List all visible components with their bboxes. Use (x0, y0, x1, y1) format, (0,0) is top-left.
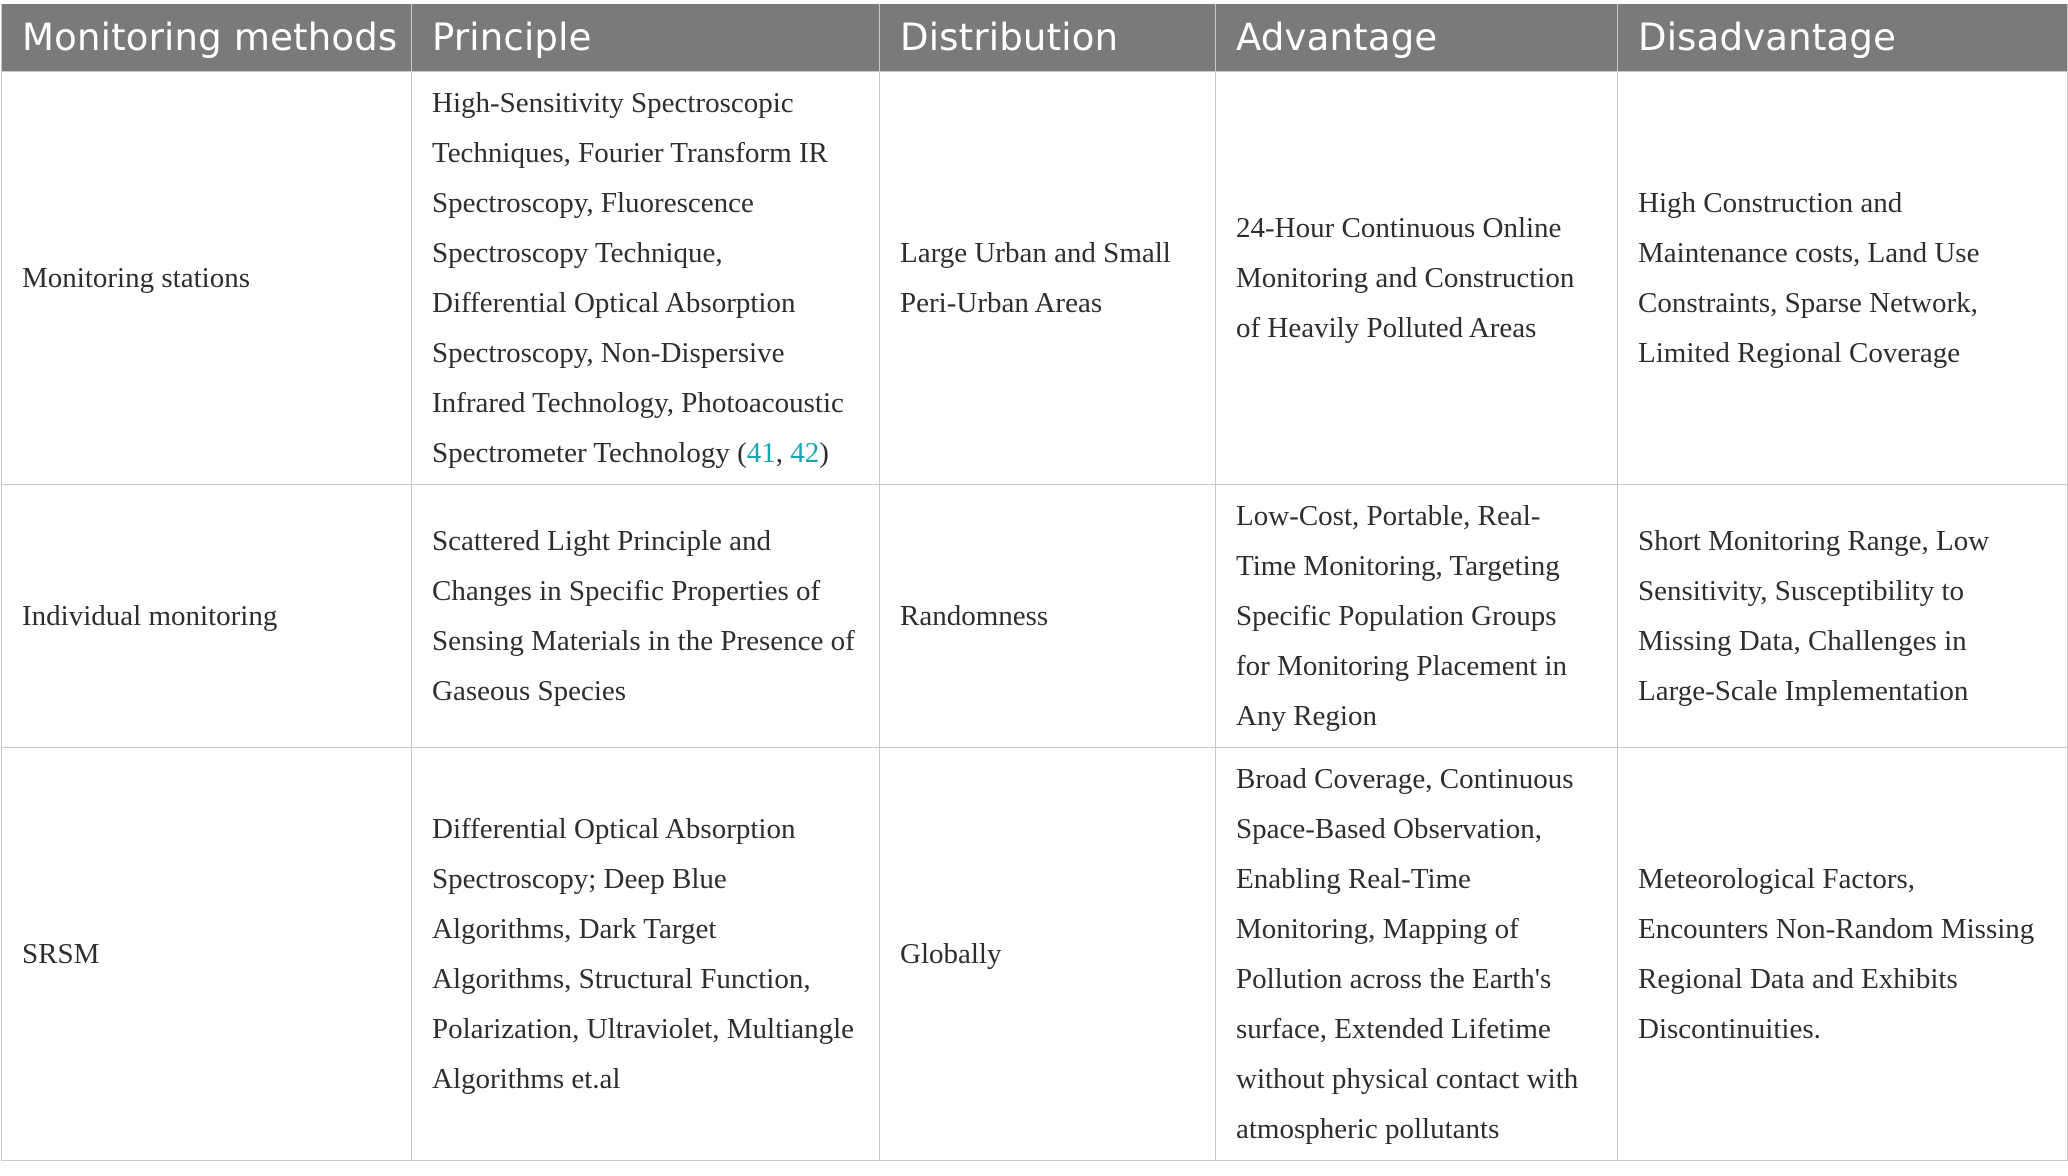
comparison-table (1, 4, 2068, 1161)
method-cell: Monitoring stations (2, 72, 412, 485)
principle-cell (412, 72, 880, 485)
table-row (2, 748, 2068, 1161)
distribution-cell: Globally (880, 748, 1216, 1161)
table-row (2, 485, 2068, 748)
principle-cell: Scattered Light Principle and Changes in Specific Properties of Sensing Materials in the Presence of Gaseous Species (412, 485, 880, 748)
disadvantage-cell: High Construction and Maintenance costs, Land Use Constraints, Sparse Network, Limited Regional Coverage (1618, 72, 2068, 485)
header-principle: Principle (412, 4, 880, 72)
table-row (2, 72, 2068, 485)
distribution-cell: Randomness (880, 485, 1216, 748)
table-header-row (2, 4, 2068, 72)
ref-separator: , (775, 437, 791, 469)
method-cell: SRSM (2, 748, 412, 1161)
header-disadvantage: Disadvantage (1618, 4, 2068, 72)
header-advantage: Advantage (1216, 4, 1618, 72)
citation-link-41[interactable]: 41 (746, 437, 776, 469)
citation-link-42[interactable]: 42 (790, 437, 820, 469)
header-distribution: Distribution (880, 4, 1216, 72)
advantage-cell: Broad Coverage, Continuous Space-Based Observation, Enabling Real-Time Monitoring, Mapping of Pollution across the Earth's surface, Extended Lifetime without physical contact with atmospheric pollutants (1216, 748, 1618, 1161)
ref-close: ) (819, 437, 829, 469)
disadvantage-cell: Short Monitoring Range, Low Sensitivity, Susceptibility to Missing Data, Challenges in Large-Scale Implementation (1618, 485, 2068, 748)
advantage-cell: Low-Cost, Portable, Real-Time Monitoring, Targeting Specific Population Groups for Monitoring Placement in Any Region (1216, 485, 1618, 748)
method-cell: Individual monitoring (2, 485, 412, 748)
distribution-cell: Large Urban and Small Peri-Urban Areas (880, 72, 1216, 485)
principle-text: High-Sensitivity Spectroscopic Techniques, Fourier Transform IR Spectroscopy, Fluorescence Spectroscopy Technique, Differential Optical Absorption Spectroscopy, Non-Dispersive Infrared Technology, Photoacoustic Spectrometer Technology (432, 87, 844, 469)
principle-cell: Differential Optical Absorption Spectroscopy; Deep Blue Algorithms, Dark Target Algorithms, Structural Function, Polarization, Ultraviolet, Multiangle Algorithms et.al (412, 748, 880, 1161)
disadvantage-cell: Meteorological Factors, Encounters Non-Random Missing Regional Data and Exhibits Discontinuities. (1618, 748, 2068, 1161)
header-monitoring-methods: Monitoring methods (2, 4, 412, 72)
ref-open: ( (729, 437, 747, 469)
advantage-cell: 24-Hour Continuous Online Monitoring and Construction of Heavily Polluted Areas (1216, 72, 1618, 485)
